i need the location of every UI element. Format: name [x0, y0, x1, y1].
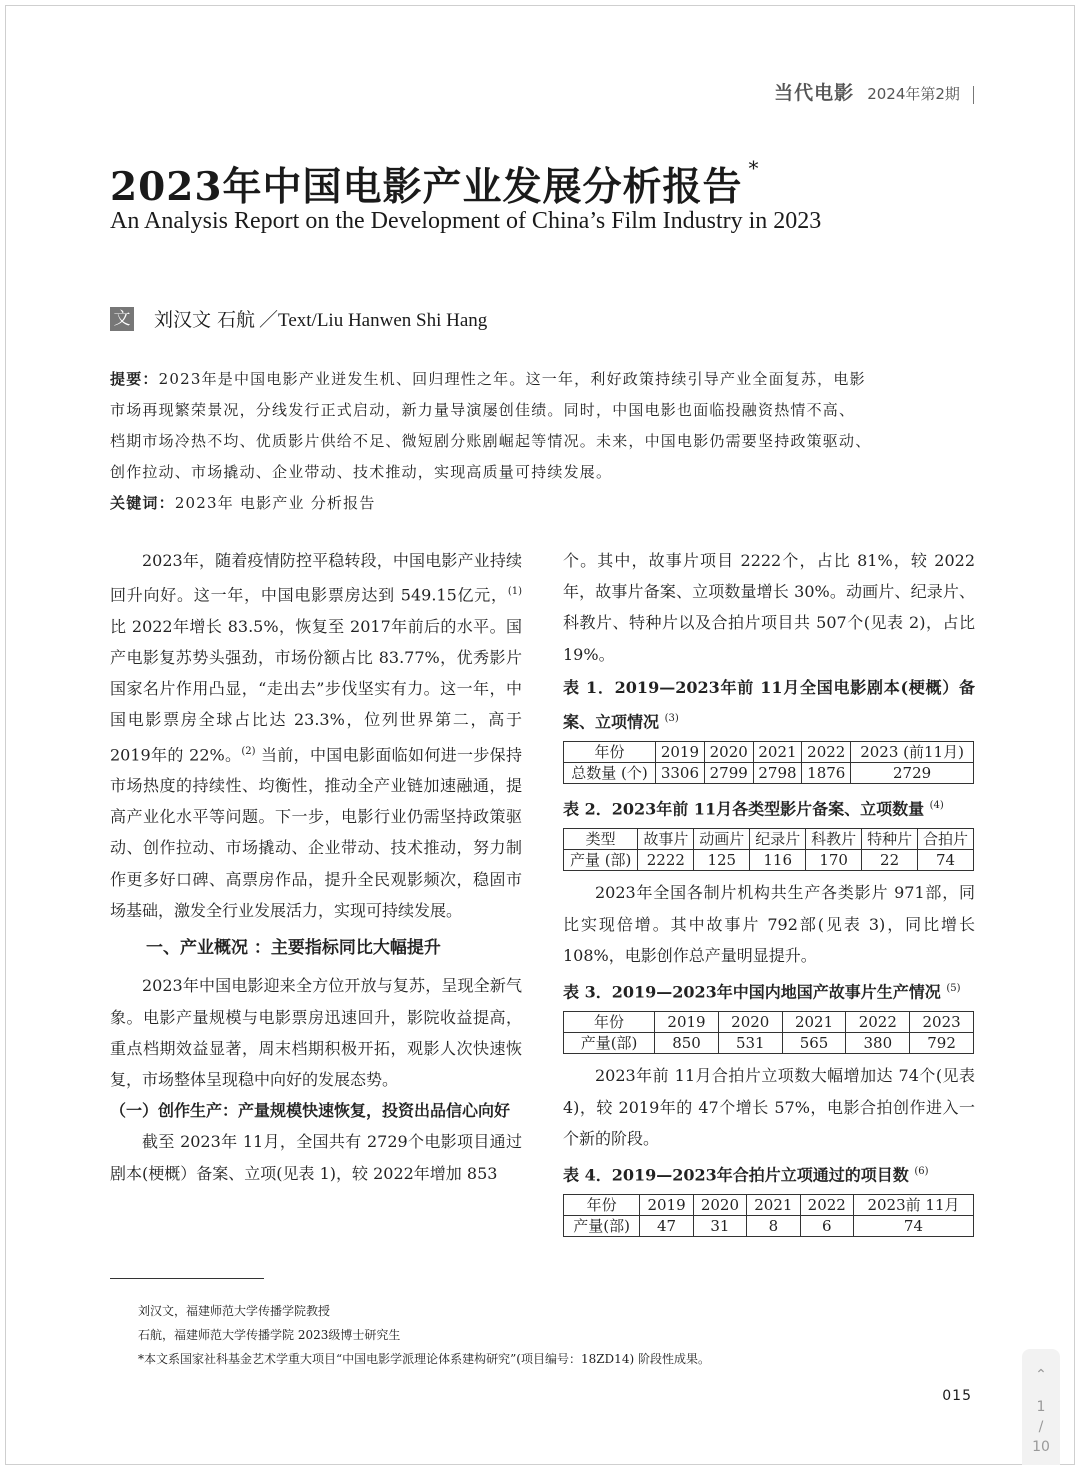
table-cell: 47 [640, 1216, 693, 1237]
abstract-line: 档期市场冷热不均、优质影片供给不足、微短剧分账剧崛起等情况。未来，中国电影仍需要坚持政策驱动、 [110, 432, 872, 450]
table-caption: 表 1．2019—2023年前 11月全国电影剧本(梗概）备案、立项情况 $^{(3)}$ [563, 677, 975, 732]
table-header-cell: 2021 [747, 1195, 800, 1216]
footnote: 刘汉文，福建师范大学传播学院教授 [138, 1304, 331, 1318]
table-cell: 380 [846, 1033, 910, 1054]
paragraph: 个。其中，故事片项目 2222个，占比 81%，较 2022年，故事片备案、立项数量增长 30%。动画片、纪录片、科教片、特种片以及合拍片项目共 507个(见表 2)，占比 19%。 [563, 551, 975, 664]
paragraph: 截至 2023年 11月，全国共有 2729个电影项目通过剧本(梗概）备案、立项(见表 1)，较 2022年增加 853 [110, 1132, 522, 1183]
total-pages: 10 [1032, 1439, 1050, 1455]
table-header-cell: 2020 [693, 1195, 746, 1216]
table-cell: 8 [747, 1216, 800, 1237]
left-column [110, 545, 522, 1189]
table-cell: 产量(部) [564, 1033, 655, 1054]
table-header-cell: 2023前 11月 [853, 1195, 973, 1216]
table-header-cell: 2020 [704, 742, 753, 763]
table-cell: 74 [918, 850, 974, 871]
table-header-cell: 2022 [800, 1195, 853, 1216]
chevron-up-icon[interactable]: ⌃ [1035, 1367, 1047, 1383]
table-header-cell: 合拍片 [918, 829, 974, 850]
table-cell: 6 [800, 1216, 853, 1237]
table-cell: 850 [655, 1033, 719, 1054]
table-header-cell: 2019 [655, 1012, 719, 1033]
keywords-label: 关键词： [110, 494, 175, 512]
table-cell: 74 [853, 1216, 973, 1237]
abstract-line: 创作拉动、市场撬动、企业带动、技术推动，实现高质量可持续发展。 [110, 463, 613, 481]
table-cell: 1876 [802, 763, 851, 784]
table-header-cell: 2019 [656, 742, 705, 763]
table-cell: 2798 [753, 763, 802, 784]
table-header-cell: 年份 [564, 742, 656, 763]
table-header-cell: 年份 [564, 1195, 640, 1216]
footnote-ref: (1) [507, 586, 522, 598]
table-cell: 565 [782, 1033, 846, 1054]
table-header-cell: 科教片 [806, 829, 862, 850]
page-separator: / [1038, 1419, 1044, 1435]
table-header-cell: 2021 [753, 742, 802, 763]
issue-label: 2024年第2期 [867, 85, 960, 103]
page-number: 015 [942, 1388, 972, 1404]
paragraph: 2023年，随着疫情防控平稳转段，中国电影产业持续回升向好。这一年，中国电影票房达到 549.15亿元，$^{(1)}$ 比 2022年增长 83.5%，恢复至 2017年前后的水平。国产电影复苏势头强劲，市场份额占比 83.77%，优秀影片国家名片作用凸显，“走出去”步伐坚实有力。这一年，中国电影票房全球占比达 23.3%，位列世界第二，高于 2019年的 22%。$^{(2)}$ 当前，中国电影面临如何进一步保持市场热度的持续性、均衡性，推动全产业链加速融通，提高产业化水平等问题。下一步，电影行业仍需坚持政策驱动、创作拉动、市场撬动、企业带动、技术推动，努力制作更多好口碑、高票房作品，提升全民观影频次，稳固市场基础，激发全行业发展活力，实现可持续发展。 [110, 551, 522, 920]
page-navigator[interactable] [1022, 1349, 1060, 1465]
table-1 [563, 741, 974, 784]
article-title [110, 156, 760, 212]
footnote: *本文系国家社科基金艺术学重大项目“中国电影学派理论体系建构研究”(项目编号：18ZD14) 阶段性成果。 [138, 1352, 710, 1366]
table-header-cell: 2023 [910, 1012, 974, 1033]
author-names-en: ／Text/Liu Hanwen Shi Hang [259, 310, 488, 331]
abstract-label: 提要： [110, 370, 159, 388]
abstract [110, 364, 940, 519]
table-4 [563, 1194, 974, 1237]
paragraph: 2023年前 11月合拍片立项数大幅增加达 74个(见表 4)，较 2019年的 47个增长 57%，电影合拍创作进入一个新的阶段。 [563, 1066, 975, 1148]
author-line [110, 305, 487, 332]
table-header-cell: 纪录片 [750, 829, 806, 850]
text-tag: 文 [110, 307, 134, 331]
footnotes [138, 1299, 710, 1371]
paragraph: 2023年中国电影迎来全方位开放与复苏，呈现全新气象。电影产量规模与电影票房迅速回升，影院收益提高，重点档期效益显著，周末档期积极开拓，观影人次快速恢复，市场整体呈现稳中向好的发展态势。 [110, 976, 522, 1089]
table-cell: 2799 [704, 763, 753, 784]
table-header-cell: 特种片 [862, 829, 918, 850]
header-divider [973, 86, 974, 104]
title-zh: 2023年中国电影产业发展分析报告 [110, 164, 743, 210]
table-cell: 31 [693, 1216, 746, 1237]
table-caption: 表 3．2019—2023年中国内地国产故事片生产情况 $^{(5)}$ [563, 982, 961, 1002]
table-cell: 792 [910, 1033, 974, 1054]
table-3 [563, 1011, 974, 1054]
table-header-cell: 年份 [564, 1012, 655, 1033]
title-mark: * [748, 156, 760, 180]
table-cell: 125 [694, 850, 750, 871]
subsection-heading: （一）创作生产：产量规模快速恢复，投资出品信心向好 [110, 1101, 511, 1121]
table-header-cell: 动画片 [694, 829, 750, 850]
footnote-rule [110, 1278, 264, 1279]
table-header-cell: 故事片 [638, 829, 694, 850]
footnote: 石航，福建师范大学传播学院 2023级博士研究生 [138, 1328, 401, 1342]
table-header-cell: 类型 [564, 829, 638, 850]
abstract-line: 市场再现繁荣景况，分线发行正式启动，新力量导演屡创佳绩。同时，中国电影也面临投融资热情不高、 [110, 401, 856, 419]
table-2 [563, 828, 974, 871]
keywords: 2023年 电影产业 分析报告 [174, 494, 376, 512]
table-cell: 3306 [656, 763, 705, 784]
table-header-cell: 2023 (前11月) [851, 742, 974, 763]
magazine-name: 当代电影 [774, 82, 855, 104]
table-header-cell: 2021 [782, 1012, 846, 1033]
current-page: 1 [1036, 1399, 1046, 1415]
section-heading: 一、产业概况 ：主要指标同比大幅提升 [146, 938, 441, 959]
table-header-cell: 2022 [846, 1012, 910, 1033]
paragraph: 2023年全国各制片机构共生产各类影片 971部，同比实现倍增。其中故事片 792部(见表 3)，同比增长 108%，电影创作总产量明显提升。 [563, 883, 975, 965]
table-header-cell: 2022 [802, 742, 851, 763]
table-cell: 总数量 (个) [564, 763, 656, 784]
table-cell: 22 [862, 850, 918, 871]
table-cell: 2729 [851, 763, 974, 784]
right-column [563, 545, 975, 1243]
table-header-cell: 2020 [718, 1012, 782, 1033]
article-subtitle-en: An Analysis Report on the Development of China’s Film Industry in 2023 [110, 208, 822, 234]
table-cell: 2222 [638, 850, 694, 871]
table-caption: 表 4．2019—2023年合拍片立项通过的项目数 $^{(6)}$ [563, 1165, 929, 1185]
table-caption: 表 2．2023年前 11月各类型影片备案、立项数量 $^{(4)}$ [563, 799, 944, 819]
table-cell: 116 [750, 850, 806, 871]
table-cell: 产量(部) [564, 1216, 640, 1237]
table-header-cell: 2019 [640, 1195, 693, 1216]
footnote-ref: (2) [241, 745, 256, 757]
abstract-line: 2023年是中国电影产业迸发生机、回归理性之年。这一年，利好政策持续引导产业全面复苏，电影 [158, 370, 866, 388]
table-cell: 产量 (部) [564, 850, 638, 871]
table-cell: 531 [718, 1033, 782, 1054]
running-header [774, 78, 974, 105]
author-names-zh: 刘汉文 石航 [154, 309, 256, 331]
table-cell: 170 [806, 850, 862, 871]
